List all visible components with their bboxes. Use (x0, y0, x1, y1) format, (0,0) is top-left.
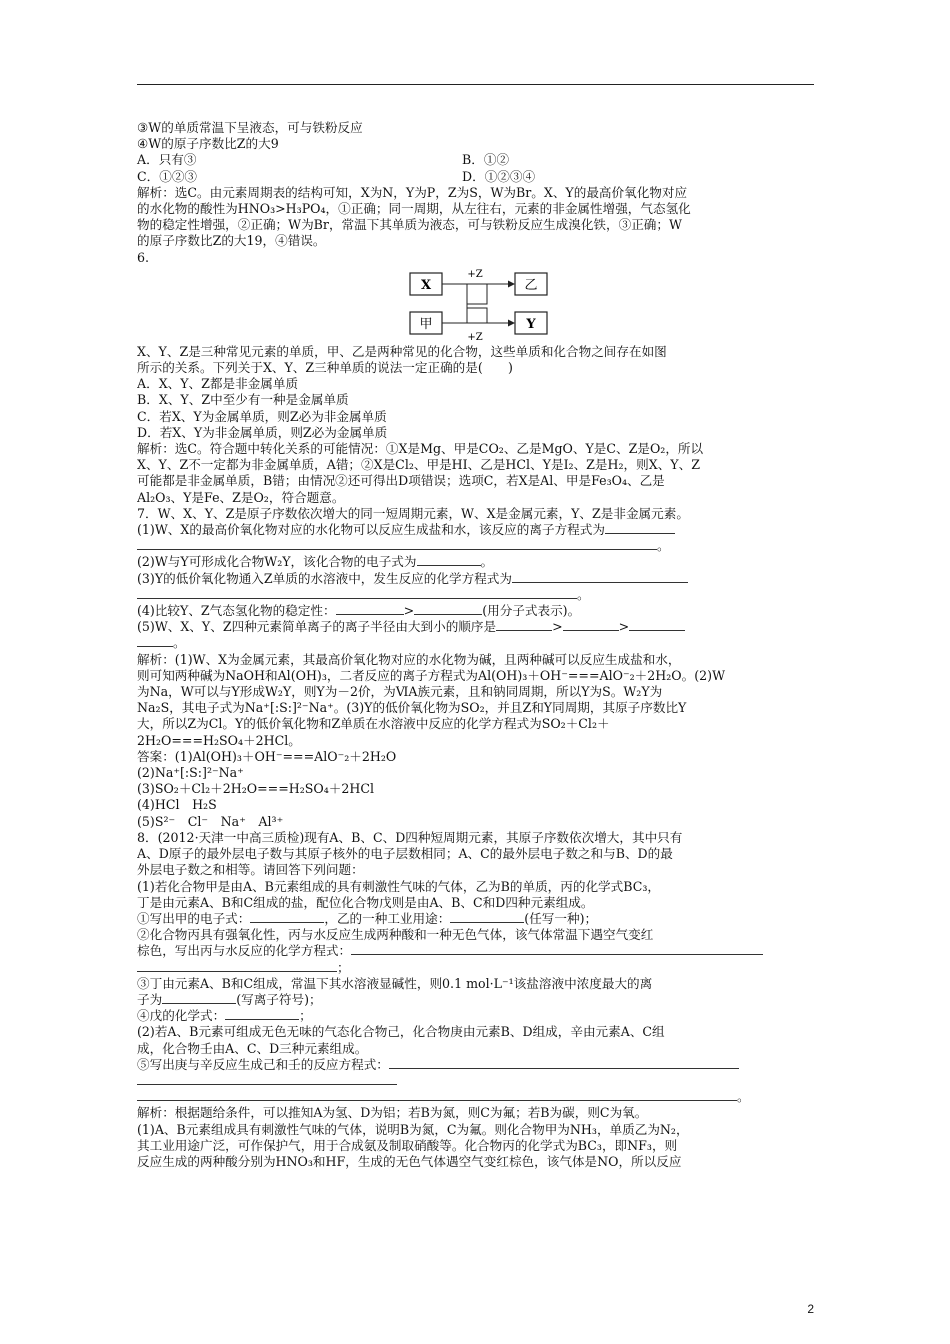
q8-sub-5-blank-2[interactable] (137, 1073, 397, 1085)
q8-sub-5-text: ⑤写出庚与辛反应生成己和壬的反应方程式： (137, 1056, 389, 1072)
page-number: 2 (807, 1302, 814, 1316)
page-content (137, 120, 814, 1170)
q8-part-1-line: (1)若化合物甲是由A、B元素组成的具有刺激性气味的气体，乙为B的单质，丙的化学式BC₃， (137, 878, 660, 894)
q8-sub-4-text: ④戊的化学式： (137, 1008, 226, 1024)
q8-sub-5-cont (137, 1073, 814, 1089)
q8-period: 。 (737, 1089, 750, 1105)
q7-answer-line: (4)HCl H₂S (137, 797, 217, 813)
q7-part-5-blank-2[interactable] (563, 619, 619, 631)
q5-options-row-1 (137, 152, 814, 168)
q7-gt-sign: > (552, 619, 563, 635)
q5-statement-3: ③W的单质常温下呈液态，可与铁粉反应 (137, 120, 363, 135)
q6-stem-line: 所示的关系。下列关于X、Y、Z三种单质的说法一定正确的是( ) (137, 360, 513, 375)
q5-option-d: D．①②③④ (462, 168, 536, 184)
q8-sub-1 (137, 911, 814, 927)
q7-analysis-line: 大，所以Z为Cl。Y的低价氧化物和Z单质在水溶液中反应的化学方程式为SO₂＋Cl₂＋ (137, 716, 610, 732)
q8-sub-2-cont-2 (137, 960, 814, 976)
q8-analysis-line: (1)A、B元素组成具有刺激性气味的气体，说明B为氮，C为氟。则化合物甲为NH₃，单质乙为N₂， (137, 1121, 689, 1137)
q8-sub-5 (137, 1057, 814, 1073)
q8-sub-3: ③丁由元素A、B和C组成，常温下其水溶液显碱性，则0.1 mol·L⁻¹该盐溶液中浓度最大的离 (137, 975, 653, 991)
q5-option-a: A．只有③ (137, 152, 197, 168)
q6-box-x-label: X (420, 277, 432, 293)
q7-part-2-text: (2)W与Y可形成化合物W₂Y，该化合物的电子式为 (137, 554, 417, 570)
q5-analysis-line: 物的稳定性增强，②正确；W为Br，常温下其单质为液态，可与铁粉反应生成溴化铁，③正确；W (137, 217, 682, 233)
q7-part-1-text: (1)W、X的最高价氧化物对应的水化物可以反应生成盐和水，该反应的离子方程式为 (137, 522, 605, 538)
q7-part-2-blank[interactable] (417, 554, 481, 566)
q7-part-3-text: (3)Y的低价氧化物通入Z单质的水溶液中，发生反应的化学方程式为 (137, 570, 512, 586)
q8-sub-5-blank-3[interactable] (137, 1089, 737, 1101)
q7-part-1 (137, 522, 814, 538)
q5-options-row-2 (137, 169, 814, 185)
q7-stem: 7．W、X、Y、Z是原子序数依次增大的同一短周期元素，W、X是金属元素，Y、Z是非金属元素。 (137, 505, 689, 521)
q6-option-c: C．若X、Y为金属单质，则Z必为非金属单质 (137, 408, 387, 424)
q8-sub-4 (137, 1008, 814, 1024)
q7-part-1-blank-2[interactable] (137, 538, 657, 550)
q6-label-plus-z-top: +Z (467, 268, 483, 280)
q7-answer-line: (2)Na⁺[:S:]²⁻Na⁺ (137, 765, 244, 781)
q7-part-3-blank[interactable] (512, 571, 688, 583)
q8-sub-3-text: 子为 (137, 991, 163, 1007)
q8-sub-2: ②化合物丙具有强氧化性，丙与水反应生成两种酸和一种无色气体，该气体常温下遇空气变红 (137, 927, 654, 943)
q8-sub-2-cont (137, 943, 814, 959)
q7-part-5-blank-3[interactable] (629, 619, 685, 631)
q6-analysis-line: X、Y、Z不一定都为非金属单质，A错；②X是Cl₂、甲是HI、乙是HCl、Y是I₂、Z是H₂，则X、Y、Z (137, 457, 700, 473)
q7-part-4-blank-1[interactable] (336, 603, 404, 615)
q8-sub-3-blank[interactable] (162, 992, 236, 1004)
q8-sub-5-blank[interactable] (389, 1057, 739, 1069)
q7-gt-sign: > (618, 619, 630, 635)
q8-sub-1-blank-2[interactable] (450, 911, 524, 923)
q8-part-2-line: 成，化合物壬由A、C、D三种元素组成。 (137, 1040, 368, 1056)
q5-statement-4: ④W的原子序数比Z的大9 (137, 136, 279, 152)
q8-part-2-line: (2)若A、B元素可组成无色无味的气态化合物己，化合物庚由元素B、D组成，辛由元素A、C组 (137, 1024, 665, 1040)
q8-sub-1-blank-1[interactable] (250, 911, 324, 923)
q8-part-1-line: 丁是由元素A、B和C组成的盐，配位化合物戊则是由A、B、C和D四种元素组成。 (137, 894, 594, 910)
q8-stem-line: 外层电子数之和相等。请回答下列问题： (137, 862, 364, 878)
q7-period: 。 (173, 635, 186, 651)
q7-period: 。 (480, 554, 494, 570)
q6-stem-line: X、Y、Z是三种常见元素的单质，甲、乙是两种常见的化合物，这些单质和化合物之间存在如图 (137, 343, 667, 359)
q6-option-d: D．若X、Y为非金属单质，则Z必为金属单质 (137, 424, 388, 440)
q7-part-1-blank[interactable] (605, 522, 675, 534)
q7-answer-line: (3)SO₂＋Cl₂＋2H₂O===H₂SO₄＋2HCl (137, 781, 375, 797)
q6-box-y-label: Y (526, 316, 536, 332)
q7-part-5 (137, 619, 814, 635)
q8-sub-2-blank[interactable] (351, 943, 763, 955)
q8-semicolon: ； (337, 959, 350, 975)
q7-part-5-blank-1[interactable] (496, 619, 552, 631)
q6-relation-diagram (137, 268, 814, 340)
q8-sub-2-blank-2[interactable] (137, 960, 337, 972)
q6-analysis-line: 解析：选C。符合题中转化关系的可能情况：①X是Mg、甲是CO₂、乙是MgO、Y是C、Z是O₂，所以 (137, 441, 704, 457)
q7-analysis-line: 解析：(1)W、X为金属元素，其最高价氧化物对应的水化物为碱，且两种碱可以反应生成盐和水， (137, 651, 681, 667)
q7-analysis-line: 则可知两种碱为NaOH和Al(OH)₃，二者反应的离子方程式为Al(OH)₃＋OH⁻===AlO⁻₂＋2H₂O。(2)W (137, 667, 726, 683)
q7-part-4 (137, 603, 814, 619)
q7-part-3 (137, 571, 814, 587)
q6-label-plus-z-bottom: +Z (467, 331, 483, 340)
q5-analysis-line: 的原子序数比Z的大19，④错误。 (137, 233, 326, 249)
q7-part-3-cont (137, 587, 814, 603)
header-rule (137, 84, 814, 85)
q8-sub-4-blank[interactable] (225, 1008, 299, 1020)
q8-semicolon: ； (299, 1008, 312, 1024)
q7-period: 。 (657, 538, 670, 554)
q7-analysis-line: Na₂S，其电子式为Na⁺[:S:]²⁻Na⁺。(3)Y的低价氧化物为SO₂，并且Z和Y同周期，其原子序数比Y (137, 700, 687, 716)
q7-part-1-cont (137, 538, 814, 554)
q6-analysis-line: Al₂O₃、Y是Fe、Z是O₂，符合题意。 (137, 489, 345, 505)
q7-analysis-line: 2H₂O===H₂SO₄＋2HCl。 (137, 732, 301, 748)
q7-part-4-blank-2[interactable] (414, 603, 482, 615)
q8-sub-3-cont (137, 992, 814, 1008)
q7-answer-line: 答案：(1)Al(OH)₃＋OH⁻===AlO⁻₂＋2H₂O (137, 748, 397, 764)
q7-answer-line: (5)S²⁻ Cl⁻ Na⁺ Al³⁺ (137, 813, 284, 829)
q7-analysis-line: 为Na，W可以与Y形成W₂Y，则Y为－2价，为ⅥA族元素，且和钠同周期，所以Y为S。W₂Y为 (137, 684, 663, 700)
q6-number: 6. (137, 249, 150, 265)
q6-box-jia-label: 甲 (419, 316, 433, 332)
q7-part-4-tail: (用分子式表示)。 (482, 603, 581, 619)
q8-analysis-line: 解析：根据题给条件，可以推知A为氢、D为铝；若B为氮，则C为氟；若B为碳，则C为氧。 (137, 1105, 648, 1121)
q8-sub-1-text: ①写出甲的电子式： (137, 910, 251, 926)
q7-part-5-cont (137, 635, 814, 651)
q8-stem-line: A、D原子的最外层电子数与其原子核外的电子层数相同；A、C的最外层电子数之和与B、D的最 (137, 846, 673, 862)
q6-connector-down (467, 284, 487, 323)
q7-part-2 (137, 554, 814, 570)
q8-analysis-line: 其工业用途广泛，可作保护气，用于合成氨及制取硝酸等。化合物丙的化学式为BC₃，即NF₃，则 (137, 1137, 678, 1153)
q8-sub-1-tail: (任写一种)； (524, 910, 598, 926)
q7-period: 。 (577, 586, 590, 602)
q5-option-c: C．①②③ (137, 168, 198, 184)
q6-option-b: B．X、Y、Z中至少有一种是金属单质 (137, 392, 349, 408)
q5-option-b: B．①② (462, 152, 510, 168)
q7-part-3-blank-2[interactable] (137, 587, 577, 599)
q5-analysis-line: 的水化物的酸性为HNO₃>H₃PO₄，①正确；同一周期，从左往右，元素的非金属性增强，气态氢化 (137, 200, 691, 216)
q6-diagram-svg (137, 268, 814, 340)
q5-analysis-line: 解析：选C。由元素周期表的结构可知，X为N，Y为P，Z为S，W为Br。X、Y的最高价氧化物对应 (137, 184, 688, 200)
q7-gt-sign: > (403, 603, 415, 619)
q8-analysis-line: 反应生成的两种酸分别为HNO₃和HF，生成的无色气体遇空气变红棕色，该气体是NO，所以反应 (137, 1153, 682, 1169)
q8-sub-5-cont-2 (137, 1089, 814, 1105)
q7-part-5-blank-4[interactable] (137, 635, 173, 647)
q6-option-a: A．X、Y、Z都是非金属单质 (137, 376, 299, 392)
q6-box-yi-label: 乙 (524, 277, 538, 293)
q7-part-4-text: (4)比较Y、Z气态氢化物的稳定性： (137, 603, 336, 619)
q8-sub-3-tail: (写离子符号)； (236, 991, 322, 1007)
q6-analysis-line: 可能都是非金属单质，B错；由情况②还可得出D项错误；选项C，若X是Al、甲是Fe₃O₄、乙是 (137, 473, 665, 489)
q8-sub-2-text: 棕色，写出丙与水反应的化学方程式： (137, 943, 352, 959)
q7-part-5-text: (5)W、X、Y、Z四种元素简单离子的离子半径由大到小的顺序是 (137, 619, 497, 635)
q8-stem-line: 8．(2012·天津一中高三质检)现有A、B、C、D四种短周期元素，其原子序数依次增大，其中只有 (137, 829, 683, 845)
q8-sub-1-text-2: ，乙的一种工业用途： (324, 910, 451, 926)
